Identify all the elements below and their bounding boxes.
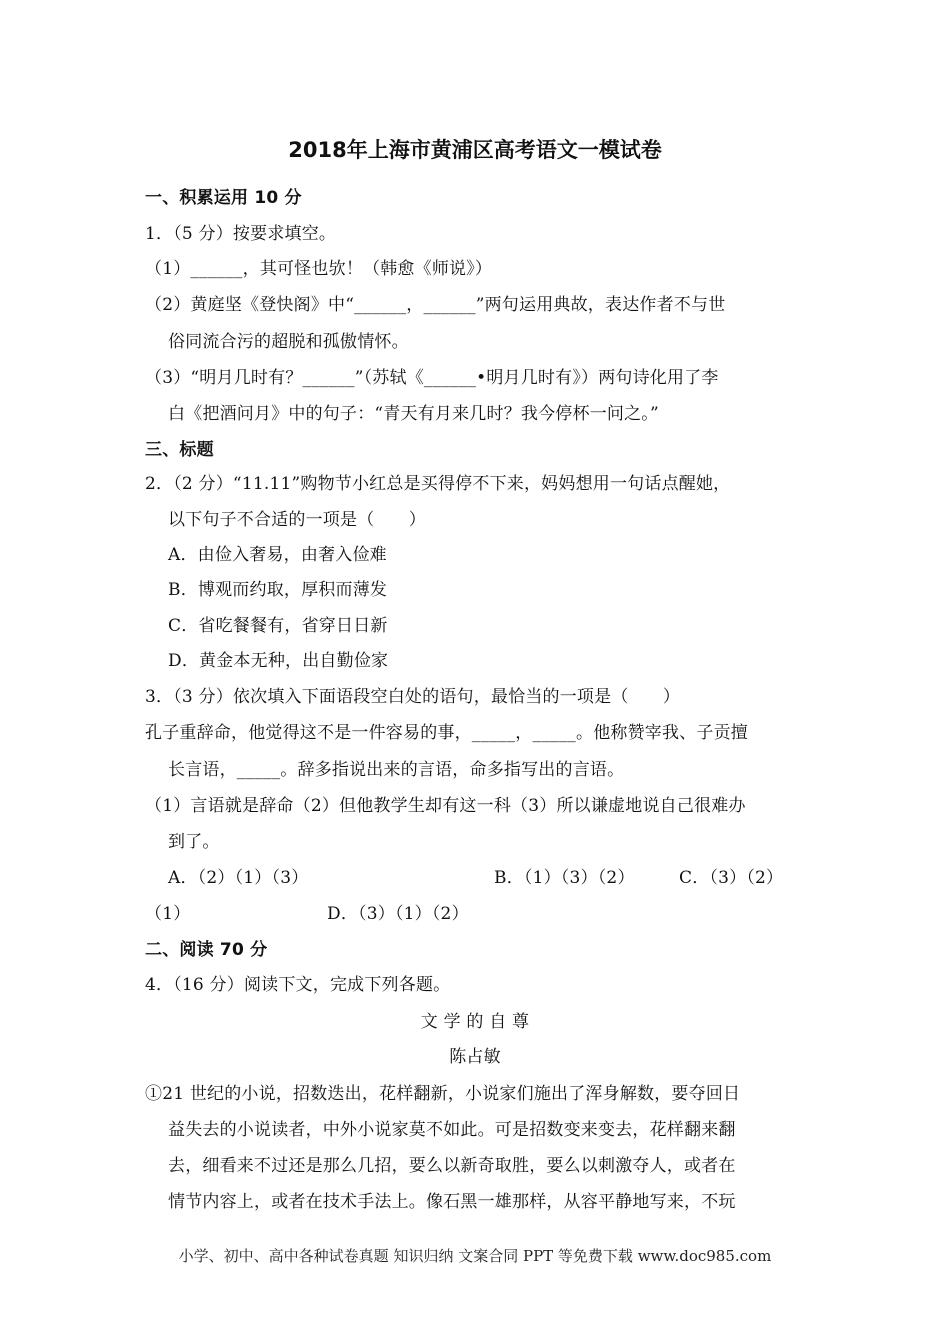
article-paragraph-1-line-3: 去，细看来不过还是那么几招，要么以新奇取胜，要么以刺激夺人，或者在 <box>168 1156 736 1176</box>
question-3-option-d: D．（3）（1）（2） <box>327 904 469 924</box>
question-2-stem-cont: 以下句子不合适的一项是（ ） <box>168 510 426 530</box>
article-paragraph-1: ①21 世纪的小说，招数迭出，花样翻新，小说家们施出了浑身解数，要夺回日 <box>145 1084 741 1104</box>
question-2-option-b: B．博观而约取，厚积而薄发 <box>168 580 388 600</box>
question-2-option-d: D．黄金本无种，出自勤俭家 <box>168 651 389 671</box>
question-3-items: （1）言语就是辞命（2）但他教学生却有这一科（3）所以谦虚地说自己很难办 <box>145 796 746 816</box>
question-1-part-2: （2）黄庭坚《登快阁》中“______，______”两句运用典故，表达作者不与世 <box>145 295 726 315</box>
question-4-stem: 4．（16 分）阅读下文，完成下列各题。 <box>145 975 451 995</box>
question-3-items-cont: 到了。 <box>168 832 220 852</box>
question-3-option-a: A．（2）（1）（3） <box>168 868 309 888</box>
article-author: 陈占敏 <box>449 1047 501 1067</box>
article-title: 文 学 的 自 尊 <box>420 1012 530 1032</box>
question-3-stem: 3．（3 分）依次填入下面语段空白处的语句，最恰当的一项是（ ） <box>145 687 681 707</box>
question-1-part-3-cont: 白《把酒问月》中的句子：“青天有月来几时？我今停杯一问之。” <box>168 404 659 424</box>
section-heading-title: 三、标题 <box>145 440 214 460</box>
question-2-option-a: A．由俭入奢易，由奢入俭难 <box>168 545 387 565</box>
article-paragraph-1-line-2: 益失去的小说读者，中外小说家莫不如此。可是招数变来变去，花样翻来翻 <box>168 1120 736 1140</box>
question-3-option-b: B．（1）（3）（2） <box>494 868 635 888</box>
page-footer: 小学、初中、高中各种试卷真题 知识归纳 文案合同 PPT 等免费下载 www.doc985.com <box>178 1247 772 1265</box>
article-paragraph-1-line-4: 情节内容上，或者在技术手法上。像石黑一雄那样，从容平静地写来，不玩 <box>168 1192 736 1212</box>
question-3-passage: 孔子重辞命，他觉得这不是一件容易的事，_____，_____。他称赞宰我、子贡擅 <box>145 723 748 743</box>
question-2-option-c: C．省吃餐餐有，省穿日日新 <box>168 616 388 636</box>
question-1-stem: 1．（5 分）按要求填空。 <box>145 224 337 244</box>
question-3-option-c: C．（3）（2） <box>679 868 784 888</box>
page-title: 2018年上海市黄浦区高考语文一模试卷 <box>288 138 662 162</box>
question-2-stem: 2．（2 分）“11.11”购物节小红总是买得停不下来，妈妈想用一句话点醒她， <box>145 474 731 494</box>
question-1-part-1: （1）______，其可怪也欤！（韩愈《师说》） <box>145 259 493 279</box>
section-heading-reading: 二、阅读 70 分 <box>145 940 268 960</box>
question-1-part-2-cont: 俗同流合污的超脱和孤傲情怀。 <box>168 332 409 352</box>
question-1-part-3: （3）“明月几时有？______”（苏轼《______•明月几时有》）两句诗化用了李 <box>145 368 719 388</box>
question-3-option-c-cont: （1） <box>145 904 191 924</box>
question-3-passage-cont: 长言语，_____。辞多指说出来的言语，命多指写出的言语。 <box>168 760 625 780</box>
section-heading-accumulation: 一、积累运用 10 分 <box>145 188 302 208</box>
